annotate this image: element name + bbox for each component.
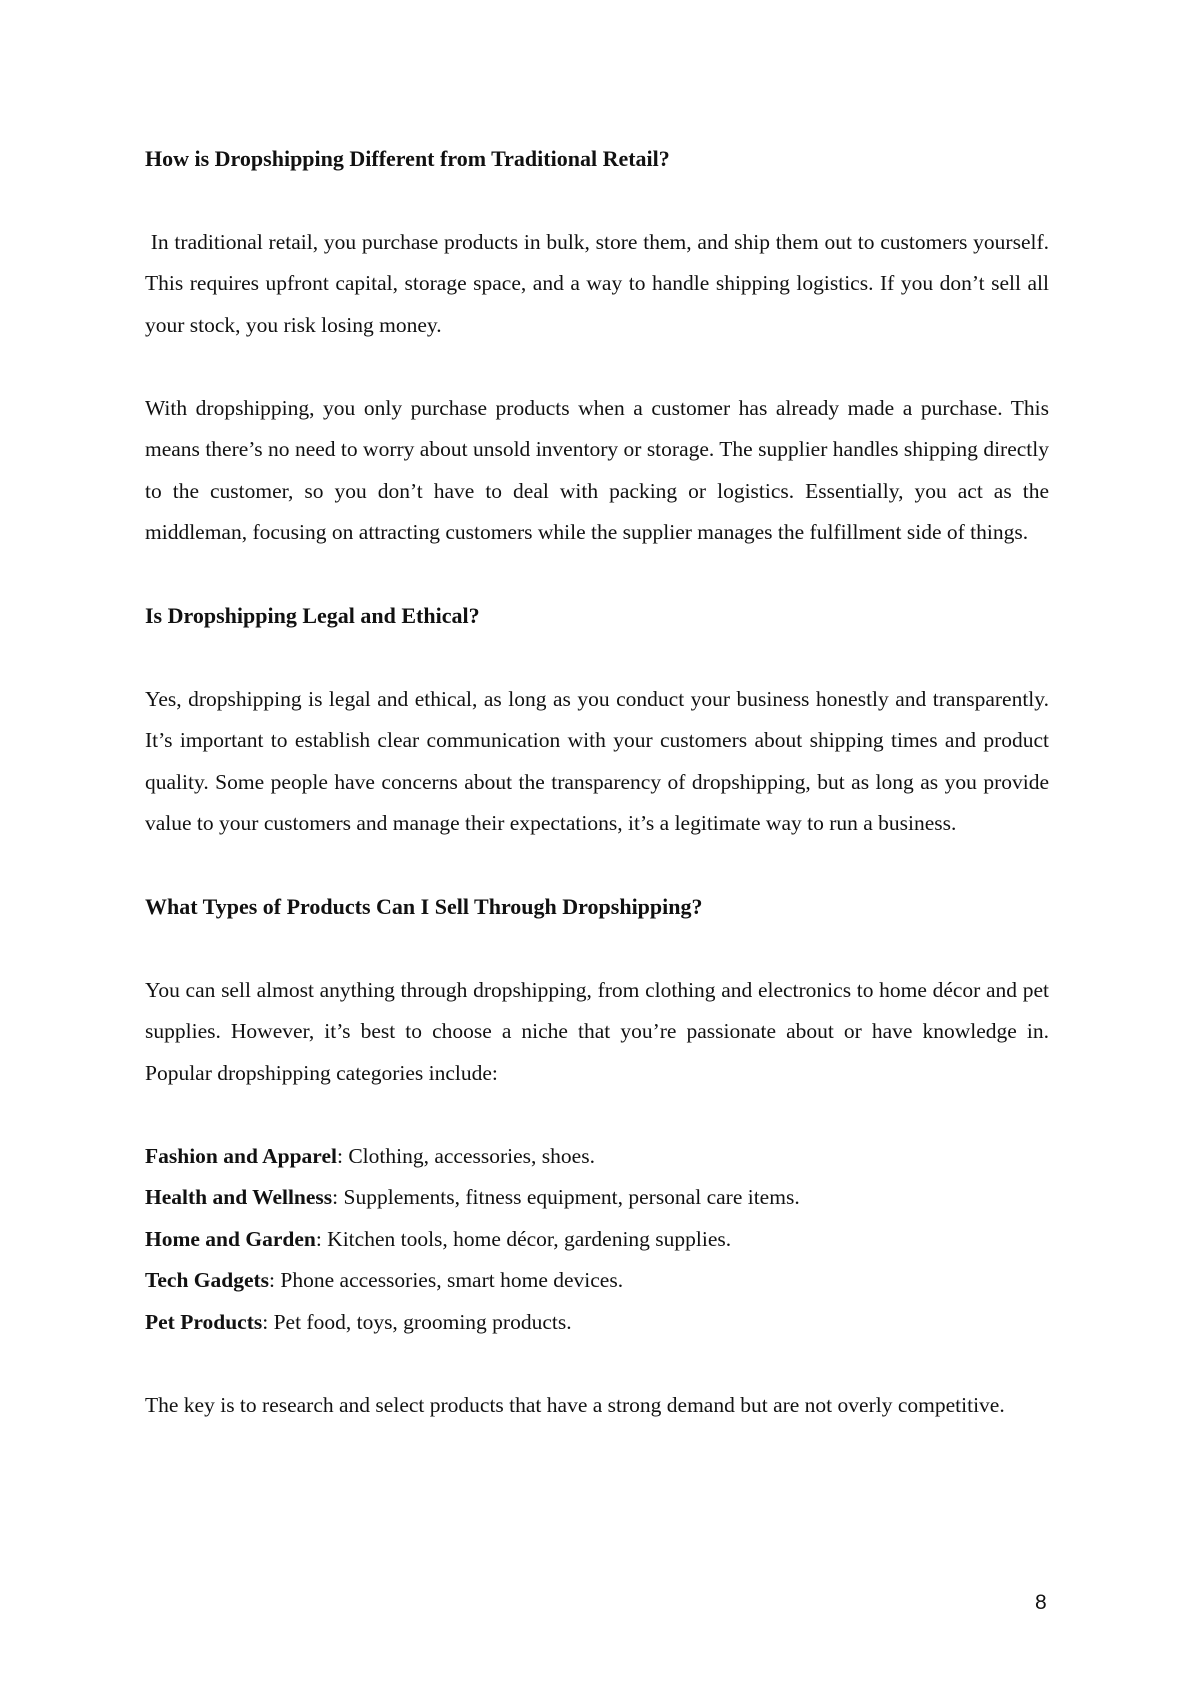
page-content [145, 138, 1055, 1426]
category-name: Fashion and Apparel [145, 1143, 337, 1168]
category-name: Home and Garden [145, 1226, 316, 1251]
category-description: : Phone accessories, smart home devices. [269, 1268, 624, 1292]
paragraph-dropshipping-process: With dropshipping, you only purchase products when a customer has already made a purchase. This means there’s no need to worry about unsold inventory or storage. The supplier handles shipping directly to the customer, so you don’t have to deal with packing or logistics. Essentially, you act as the middleman, focusing on attracting customers while the supplier manages the fulfillment side of things. [145, 395, 1049, 544]
spacer [145, 928, 1049, 970]
page-number: 8 [1035, 1591, 1047, 1614]
category-description: : Clothing, accessories, shoes. [336, 1143, 595, 1168]
paragraph-legal-ethical: Yes, dropshipping is legal and ethical, as long as you conduct your business honestly and transparently. It’s important to establish clear communication with your customers about shipping times and product quality. Some people have concerns about the transparency of dropshipping, but as long as you provide value to your customers and manage their expectations, it’s a legitimate way to run a business. [145, 686, 1049, 835]
category-list [145, 1136, 1049, 1344]
spacer [145, 180, 1049, 222]
spacer [145, 1343, 1049, 1385]
category-description: : Kitchen tools, home décor, gardening supplies. [315, 1226, 732, 1251]
list-item [145, 1260, 1049, 1302]
paragraph-traditional-retail: In traditional retail, you purchase products in bulk, store them, and ship them out to customers yourself. This requires upfront capital, storage space, and a way to handle shipping logistics. If you don’t sell all your stock, you risk losing money. [145, 229, 1055, 337]
list-item [145, 1136, 1049, 1178]
spacer [145, 346, 1049, 388]
category-name: Tech Gadgets [145, 1268, 270, 1292]
list-item [145, 1302, 1049, 1344]
list-item [145, 1219, 1049, 1261]
paragraph-product-types: You can sell almost anything through dropshipping, from clothing and electronics to home décor and pet supplies. However, it’s best to choose a niche that you’re passionate about or have knowledge in. Popular dropshipping categories include: [145, 977, 1049, 1085]
spacer [145, 845, 1049, 887]
category-name: Health and Wellness [145, 1185, 333, 1209]
spacer [145, 1094, 1049, 1136]
paragraph-closing: The key is to research and select products that have a strong demand but are not overly competitive. [145, 1392, 1005, 1417]
spacer [145, 637, 1049, 679]
section-heading-legal-ethical: Is Dropshipping Legal and Ethical? [145, 603, 480, 628]
category-name: Pet Products [145, 1309, 263, 1334]
category-description: : Pet food, toys, grooming products. [262, 1309, 572, 1334]
category-description: : Supplements, fitness equipment, personal care items. [332, 1185, 800, 1209]
spacer [145, 554, 1049, 596]
list-item [145, 1177, 1049, 1219]
section-heading-traditional-retail: How is Dropshipping Different from Traditional Retail? [145, 146, 670, 171]
section-heading-product-types: What Types of Products Can I Sell Through Dropshipping? [145, 894, 703, 919]
